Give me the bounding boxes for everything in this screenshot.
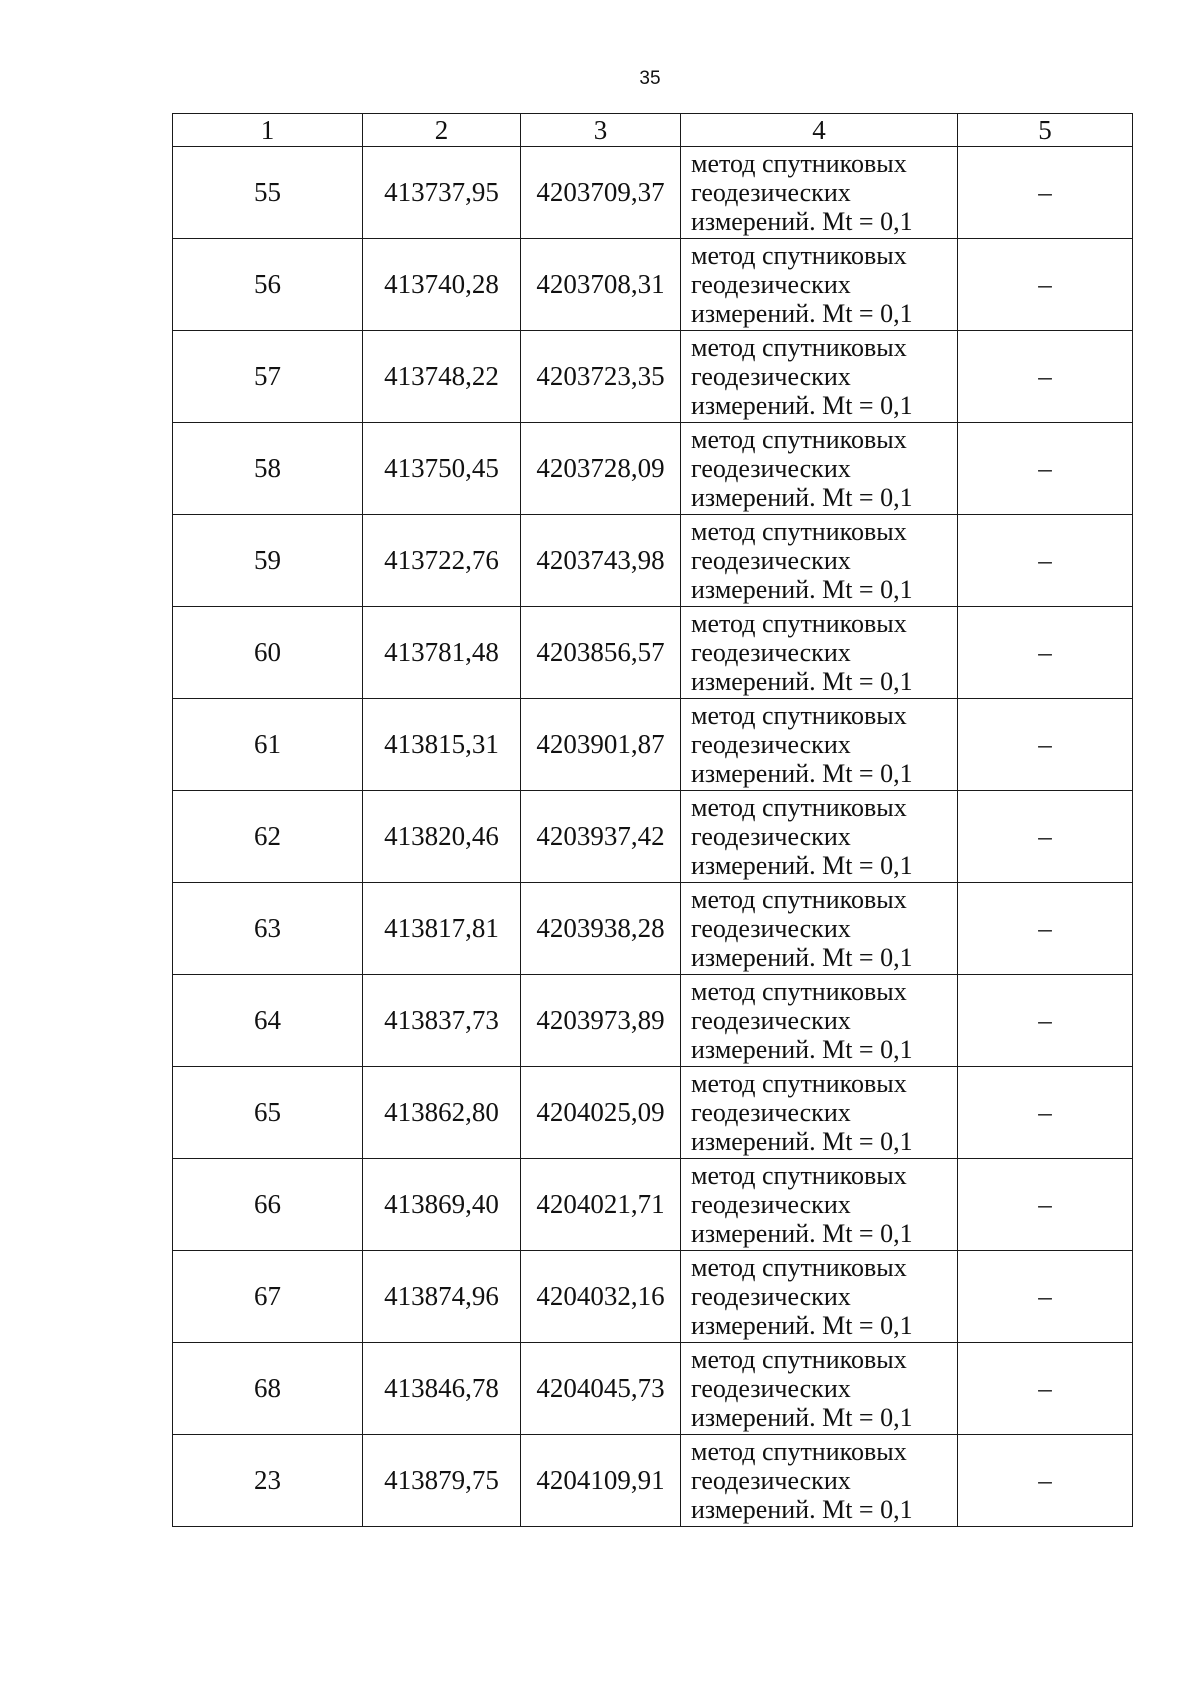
table-row [173, 607, 1133, 699]
method-line: измерений. Mt = 0,1 [691, 483, 913, 512]
y-coordinate-cell: 4203709,37 [521, 147, 681, 239]
method-line: измерений. Mt = 0,1 [691, 851, 913, 880]
method-line: метод спутниковых [691, 1253, 907, 1282]
header-col-3: 3 [521, 114, 681, 147]
method-line: измерений. Mt = 0,1 [691, 1495, 913, 1524]
method-line: измерений. Mt = 0,1 [691, 759, 913, 788]
method-line: измерений. Mt = 0,1 [691, 391, 913, 420]
note-cell: – [958, 883, 1133, 975]
y-coordinate-cell: 4203856,57 [521, 607, 681, 699]
note-cell: – [958, 699, 1133, 791]
point-number-cell: 57 [173, 331, 363, 423]
note-cell: – [958, 1251, 1133, 1343]
method-cell [681, 515, 958, 607]
x-coordinate-cell: 413737,95 [363, 147, 521, 239]
method-cell [681, 1159, 958, 1251]
table-row [173, 1159, 1133, 1251]
note-cell: – [958, 239, 1133, 331]
method-line: геодезических [691, 822, 851, 851]
table-row [173, 147, 1133, 239]
method-cell [681, 607, 958, 699]
point-number-cell: 66 [173, 1159, 363, 1251]
table-row [173, 699, 1133, 791]
method-line: измерений. Mt = 0,1 [691, 1127, 913, 1156]
method-line: измерений. Mt = 0,1 [691, 943, 913, 972]
point-number-cell: 55 [173, 147, 363, 239]
method-cell [681, 1067, 958, 1159]
method-line: геодезических [691, 914, 851, 943]
header-row [173, 114, 1133, 147]
y-coordinate-cell: 4203901,87 [521, 699, 681, 791]
method-cell [681, 1435, 958, 1527]
x-coordinate-cell: 413781,48 [363, 607, 521, 699]
x-coordinate-cell: 413862,80 [363, 1067, 521, 1159]
x-coordinate-cell: 413722,76 [363, 515, 521, 607]
method-line: метод спутниковых [691, 1345, 907, 1374]
method-line: измерений. Mt = 0,1 [691, 1219, 913, 1248]
x-coordinate-cell: 413820,46 [363, 791, 521, 883]
method-cell [681, 699, 958, 791]
method-line: метод спутниковых [691, 1437, 907, 1466]
method-line: метод спутниковых [691, 885, 907, 914]
method-cell [681, 331, 958, 423]
table-row [173, 331, 1133, 423]
point-number-cell: 61 [173, 699, 363, 791]
table-row [173, 1435, 1133, 1527]
note-cell: – [958, 1159, 1133, 1251]
y-coordinate-cell: 4203723,35 [521, 331, 681, 423]
method-line: геодезических [691, 546, 851, 575]
method-line: измерений. Mt = 0,1 [691, 1311, 913, 1340]
method-line: геодезических [691, 362, 851, 391]
header-col-2: 2 [363, 114, 521, 147]
note-cell: – [958, 331, 1133, 423]
note-cell: – [958, 1435, 1133, 1527]
note-cell: – [958, 423, 1133, 515]
table-header [173, 114, 1133, 147]
method-line: геодезических [691, 638, 851, 667]
header-col-1: 1 [173, 114, 363, 147]
y-coordinate-cell: 4203728,09 [521, 423, 681, 515]
method-line: геодезических [691, 1098, 851, 1127]
method-line: метод спутниковых [691, 977, 907, 1006]
method-cell [681, 423, 958, 515]
note-cell: – [958, 515, 1133, 607]
method-line: метод спутниковых [691, 149, 907, 178]
method-cell [681, 147, 958, 239]
method-line: измерений. Mt = 0,1 [691, 667, 913, 696]
method-line: геодезических [691, 730, 851, 759]
method-line: геодезических [691, 178, 851, 207]
x-coordinate-cell: 413750,45 [363, 423, 521, 515]
x-coordinate-cell: 413846,78 [363, 1343, 521, 1435]
table-row [173, 975, 1133, 1067]
x-coordinate-cell: 413837,73 [363, 975, 521, 1067]
method-line: метод спутниковых [691, 1161, 907, 1190]
point-number-cell: 65 [173, 1067, 363, 1159]
y-coordinate-cell: 4204109,91 [521, 1435, 681, 1527]
method-line: измерений. Mt = 0,1 [691, 575, 913, 604]
point-number-cell: 68 [173, 1343, 363, 1435]
header-col-5: 5 [958, 114, 1133, 147]
coordinates-table [172, 113, 1133, 1527]
method-cell [681, 239, 958, 331]
method-line: метод спутниковых [691, 425, 907, 454]
point-number-cell: 63 [173, 883, 363, 975]
point-number-cell: 23 [173, 1435, 363, 1527]
point-number-cell: 64 [173, 975, 363, 1067]
y-coordinate-cell: 4204021,71 [521, 1159, 681, 1251]
x-coordinate-cell: 413815,31 [363, 699, 521, 791]
point-number-cell: 67 [173, 1251, 363, 1343]
table-row [173, 791, 1133, 883]
method-line: геодезических [691, 1006, 851, 1035]
method-line: геодезических [691, 1190, 851, 1219]
method-line: метод спутниковых [691, 793, 907, 822]
note-cell: – [958, 607, 1133, 699]
table-body [173, 147, 1133, 1527]
method-line: геодезических [691, 1466, 851, 1495]
table-row [173, 423, 1133, 515]
y-coordinate-cell: 4203743,98 [521, 515, 681, 607]
page-number: 35 [639, 68, 661, 89]
note-cell: – [958, 1067, 1133, 1159]
method-line: измерений. Mt = 0,1 [691, 1403, 913, 1432]
method-line: геодезических [691, 270, 851, 299]
x-coordinate-cell: 413740,28 [363, 239, 521, 331]
method-line: метод спутниковых [691, 609, 907, 638]
method-line: метод спутниковых [691, 333, 907, 362]
table-row [173, 239, 1133, 331]
method-line: геодезических [691, 1282, 851, 1311]
y-coordinate-cell: 4204025,09 [521, 1067, 681, 1159]
method-line: измерений. Mt = 0,1 [691, 1035, 913, 1064]
method-cell [681, 1251, 958, 1343]
note-cell: – [958, 147, 1133, 239]
method-line: метод спутниковых [691, 1069, 907, 1098]
method-cell [681, 883, 958, 975]
table-row [173, 1343, 1133, 1435]
y-coordinate-cell: 4204045,73 [521, 1343, 681, 1435]
y-coordinate-cell: 4203938,28 [521, 883, 681, 975]
method-line: измерений. Mt = 0,1 [691, 299, 913, 328]
x-coordinate-cell: 413748,22 [363, 331, 521, 423]
method-line: геодезических [691, 1374, 851, 1403]
y-coordinate-cell: 4204032,16 [521, 1251, 681, 1343]
method-line: геодезических [691, 454, 851, 483]
point-number-cell: 62 [173, 791, 363, 883]
x-coordinate-cell: 413879,75 [363, 1435, 521, 1527]
note-cell: – [958, 791, 1133, 883]
table-row [173, 515, 1133, 607]
y-coordinate-cell: 4203937,42 [521, 791, 681, 883]
header-col-4: 4 [681, 114, 958, 147]
method-line: метод спутниковых [691, 701, 907, 730]
point-number-cell: 59 [173, 515, 363, 607]
x-coordinate-cell: 413817,81 [363, 883, 521, 975]
x-coordinate-cell: 413874,96 [363, 1251, 521, 1343]
point-number-cell: 56 [173, 239, 363, 331]
point-number-cell: 60 [173, 607, 363, 699]
method-line: измерений. Mt = 0,1 [691, 207, 913, 236]
method-line: метод спутниковых [691, 517, 907, 546]
y-coordinate-cell: 4203973,89 [521, 975, 681, 1067]
table-row [173, 883, 1133, 975]
method-cell [681, 1343, 958, 1435]
y-coordinate-cell: 4203708,31 [521, 239, 681, 331]
note-cell: – [958, 975, 1133, 1067]
table-row [173, 1251, 1133, 1343]
method-line: метод спутниковых [691, 241, 907, 270]
table-row [173, 1067, 1133, 1159]
method-cell [681, 975, 958, 1067]
note-cell: – [958, 1343, 1133, 1435]
method-cell [681, 791, 958, 883]
point-number-cell: 58 [173, 423, 363, 515]
x-coordinate-cell: 413869,40 [363, 1159, 521, 1251]
